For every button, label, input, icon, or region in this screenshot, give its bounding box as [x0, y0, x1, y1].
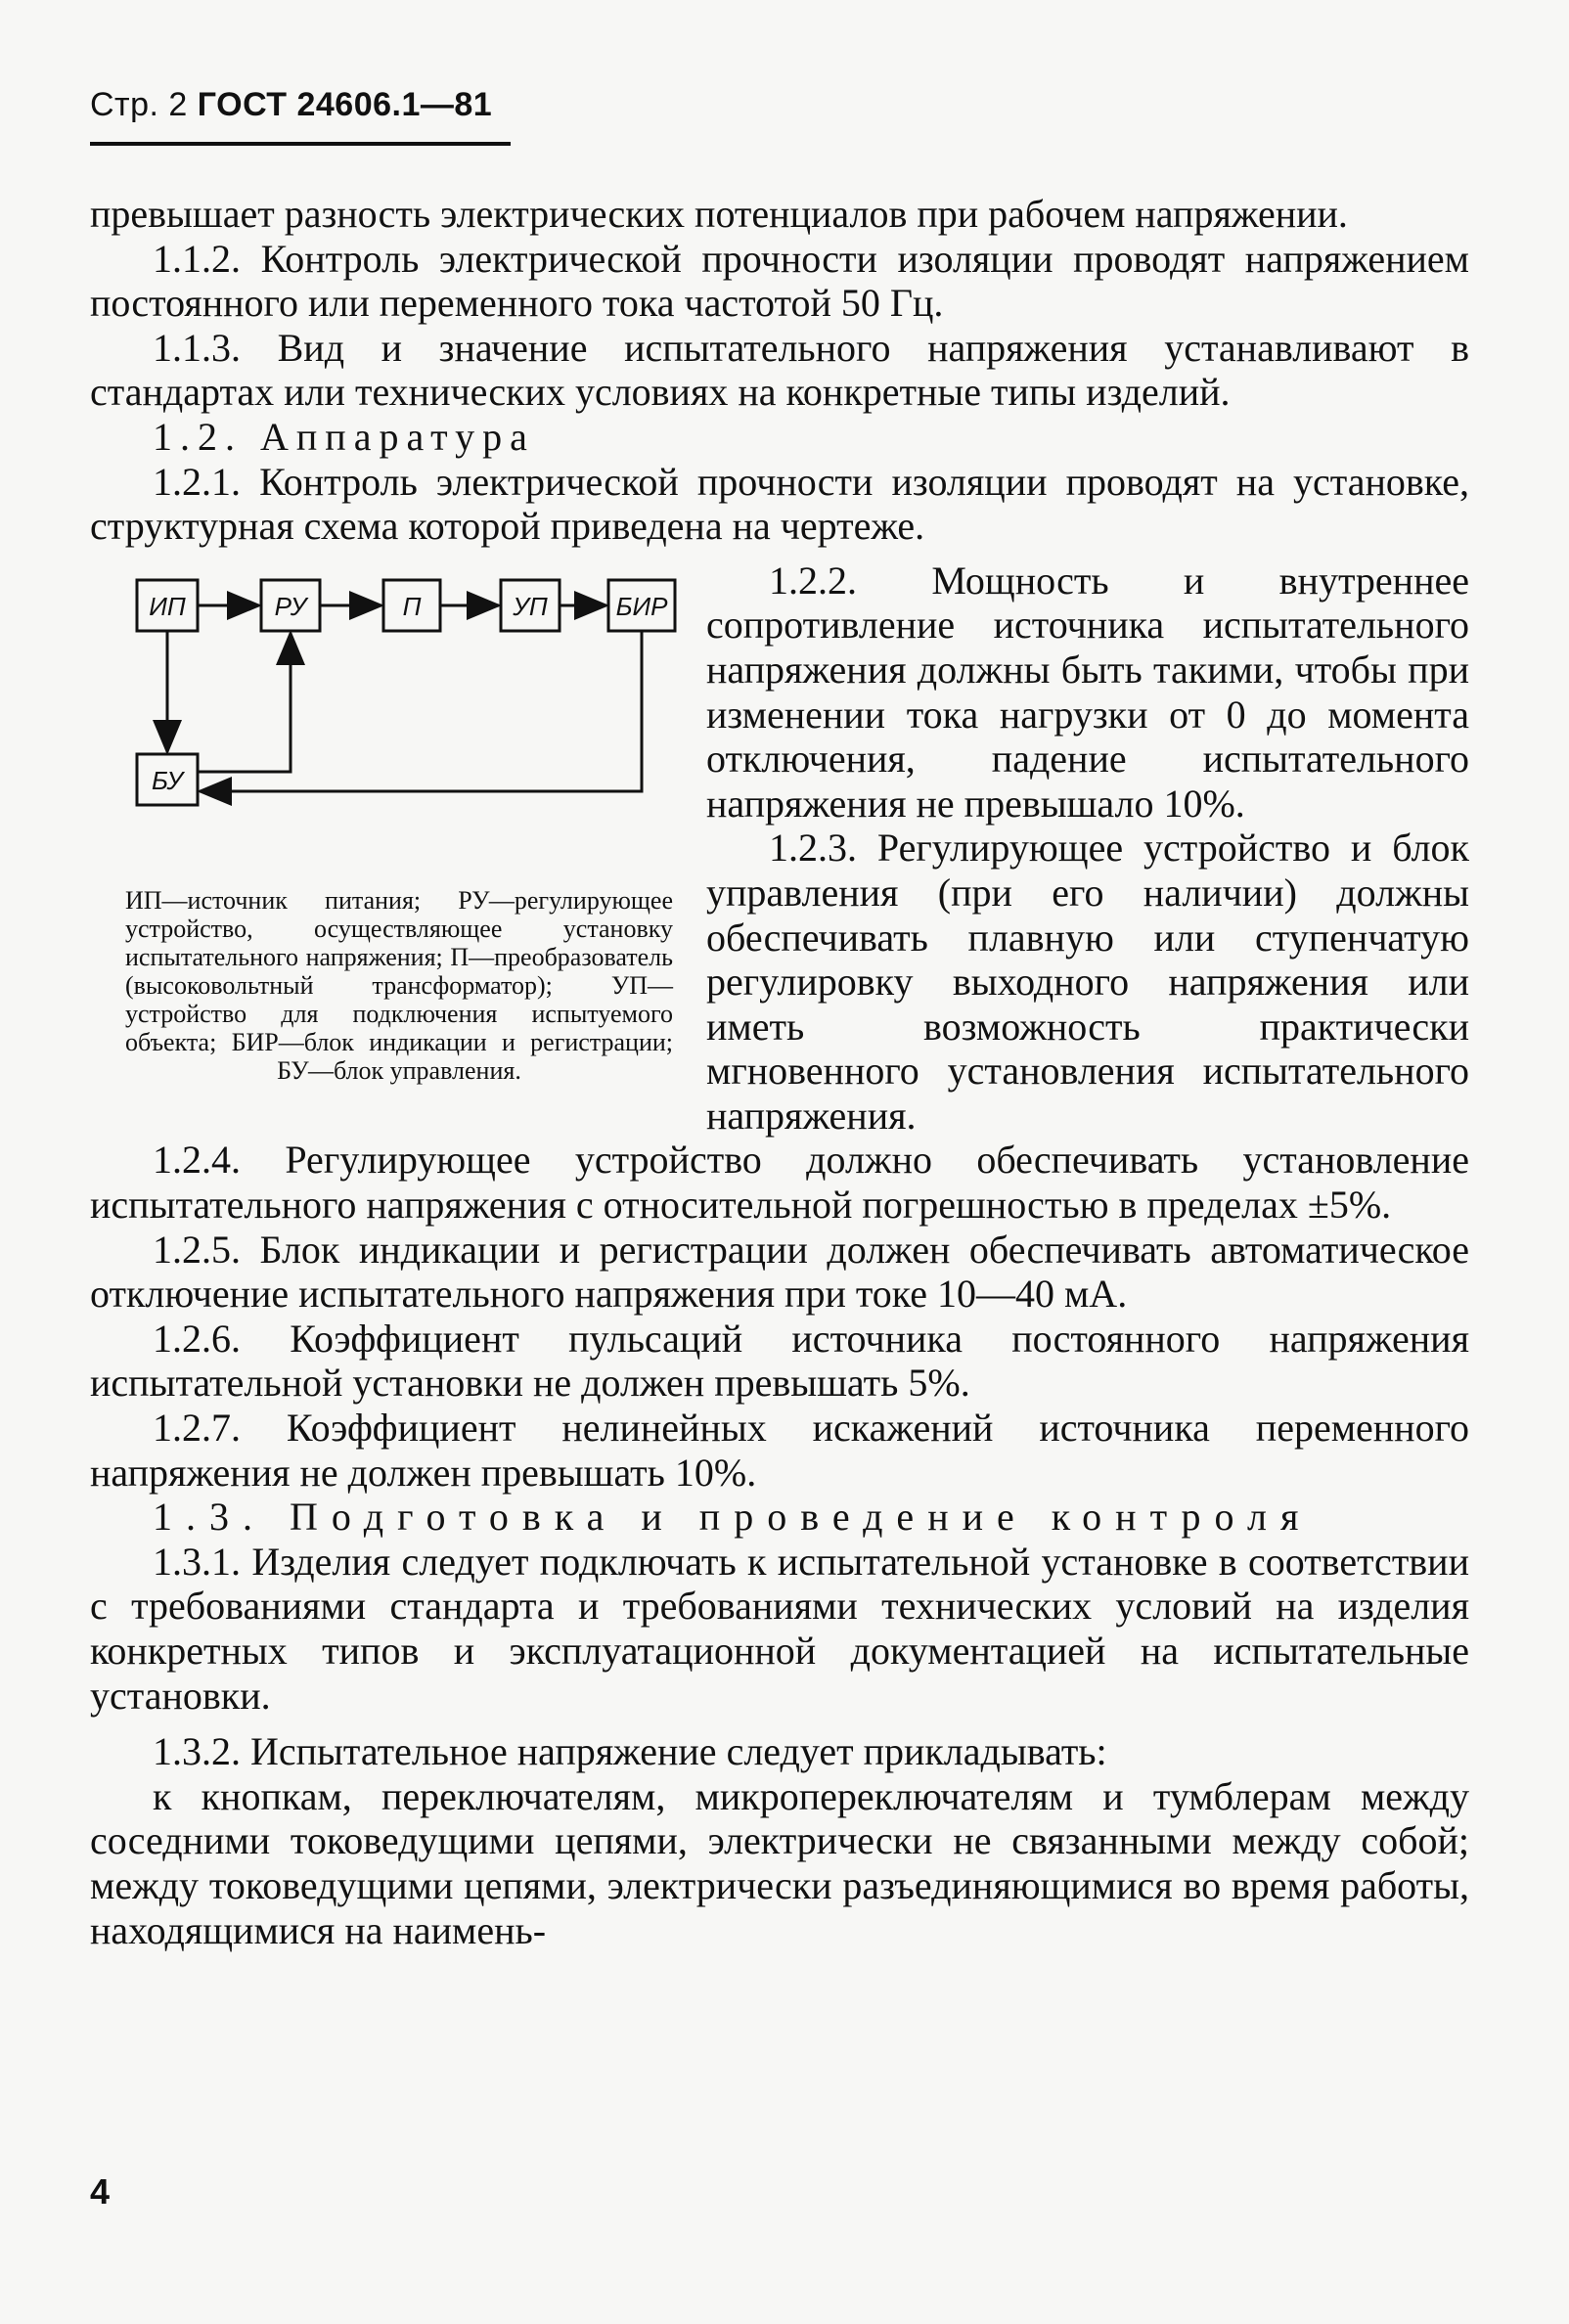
paragraph-1-3-2-list: к кнопкам, переключателям, микропереключателям и тумблерам между соседними токоведущими цепями, электрически не связанными между собой; между токоведущими цепями, электрически разъединяющимися во время работы, находящимися на наимень-: [90, 1773, 1469, 1952]
page-label: Стр. 2: [90, 86, 188, 123]
section-heading-1-3: 1.3. Подготовка и проведение контроля: [153, 1495, 1313, 1540]
paragraph-1-2-6: 1.2.6. Коэффициент пульсаций источника постоянного напряжения испытательной установки не должен превышать 5%.: [90, 1316, 1469, 1406]
arrow-bir-bu: [200, 631, 642, 791]
paragraph-1-2-3: 1.2.3. Регулирующее устройство и блок управления (при его наличии) должны обеспечивать плавную или ступенчатую регулировку выходного напряжения или иметь возможность практически мгновенного установления испытательного напряжения.: [706, 826, 1469, 1138]
page-number: 4: [90, 2171, 111, 2212]
right-column: [706, 559, 1469, 1139]
label-bu: БУ: [151, 765, 184, 795]
figure-row: [90, 559, 1469, 1139]
label-ru: РУ: [274, 591, 307, 621]
figure-caption: ИП—источник питания; РУ—регулирующее устройство, осуществляющее установку испытательного напряжения; П—преобразователь (высоковольтный трансформатор); УП—устройство для подключения испытуемого объекта; БИР—блок индикации и регистрации; БУ—блок управления.: [125, 885, 673, 1085]
paragraph-1-2-5: 1.2.5. Блок индикации и регистрации должен обеспечивать автоматическое отключение испытательного напряжения при токе 10—40 мА.: [90, 1227, 1469, 1317]
paragraph-1-1-3: 1.1.3. Вид и значение испытательного напряжения устанавливают в стандартах или технических условиях на конкретные типы изделий.: [90, 325, 1469, 415]
paragraph-1-3-2: 1.3.2. Испытательное напряжение следует прикладывать:: [153, 1729, 1107, 1774]
label-p: П: [402, 591, 422, 621]
paragraph-1-2-7: 1.2.7. Коэффициент нелинейных искажений источника переменного напряжения не должен превышать 10%.: [90, 1406, 1469, 1495]
page-header: [90, 86, 511, 146]
paragraph-1-2-4: 1.2.4. Регулирующее устройство должно обеспечивать установление испытательного напряжения с относительной погрешностью в пределах ±5%.: [90, 1138, 1469, 1228]
paragraph-1-3-1: 1.3.1. Изделия следует подключать к испытательной установке в соответствии с требованиями стандарта и требованиями технических условий на изделия конкретных типов и эксплуатационной документацией на испытательные установки.: [90, 1539, 1469, 1718]
paragraph-1-2-1: 1.2.1. Контроль электрической прочности изоляции проводят на установке, структурная схема которой приведена на чертеже.: [90, 459, 1469, 549]
figure: [90, 559, 677, 1139]
paragraph-1-2-2: 1.2.2. Мощность и внутреннее сопротивление источника испытательного напряжения должны быть такими, чтобы при изменении тока нагрузки от 0 до момента отключения, падение испытательного напряжения не превышало 10%.: [706, 558, 1469, 826]
document-body: [90, 192, 1469, 1952]
block-diagram: [90, 559, 677, 842]
arrow-bu-ru: [198, 633, 291, 772]
standard-number: ГОСТ 24606.1—81: [197, 86, 493, 123]
paragraph-1-1-2: 1.1.2. Контроль электрической прочности изоляции проводят напряжением постоянного или переменного тока частотой 50 Гц.: [90, 236, 1469, 326]
label-ip: ИП: [149, 591, 186, 621]
paragraph: превышает разность электрических потенциалов при рабочем напряжении.: [90, 192, 1348, 236]
label-up: УП: [513, 591, 548, 621]
section-heading-1-2: 1.2. Аппаратура: [153, 414, 535, 459]
label-bir: БИР: [615, 591, 668, 621]
